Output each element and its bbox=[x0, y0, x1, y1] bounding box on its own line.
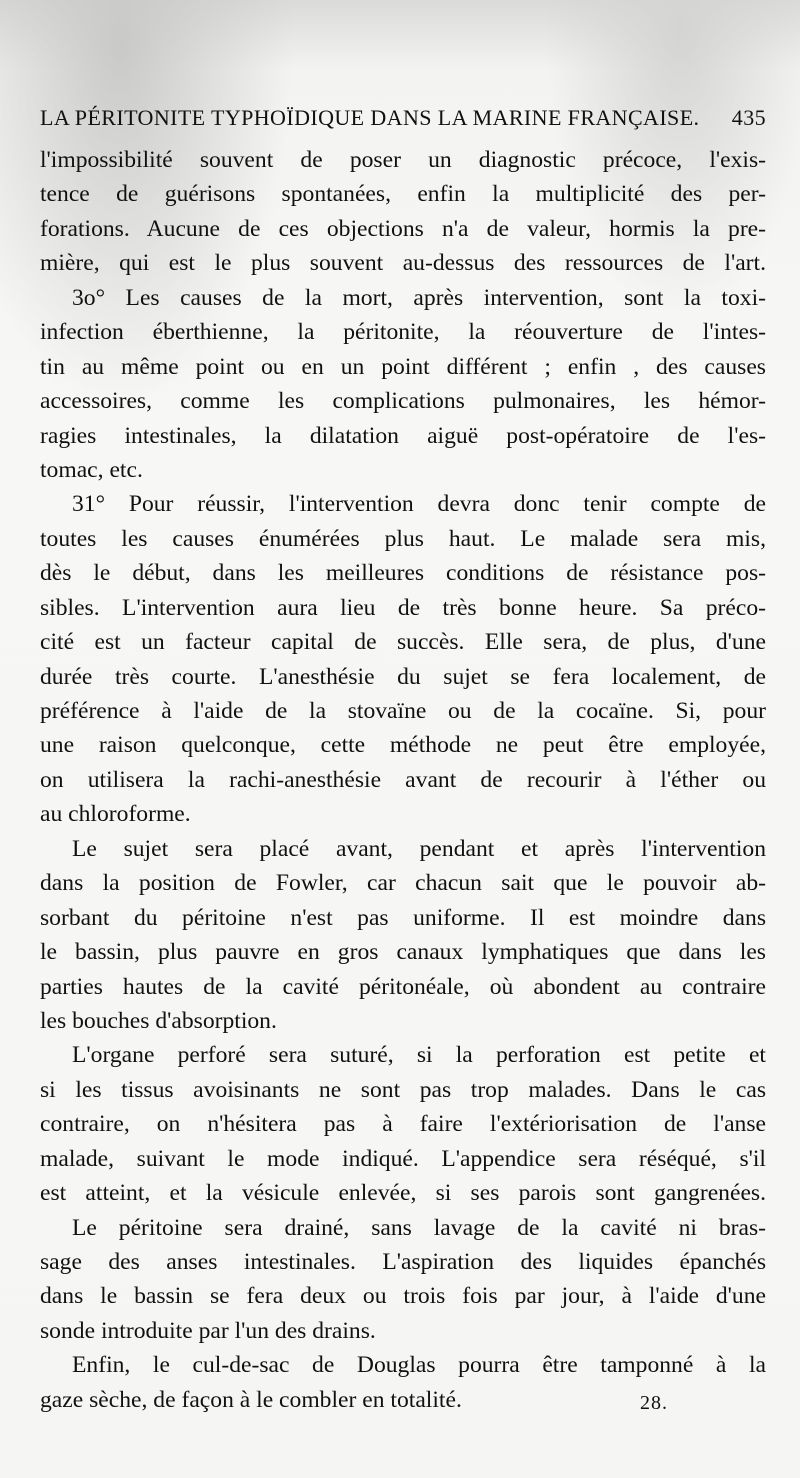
text-line: Le péritoine sera drainé, sans lavage de la cavité ni bras- bbox=[72, 1214, 766, 1241]
text-line: l'impossibilité souvent de poser un diagnostic précoce, l'exis- bbox=[40, 147, 766, 173]
body-text bbox=[40, 143, 766, 1417]
text-line: dès le début, dans les meilleures conditions de résistance pos- bbox=[40, 560, 766, 587]
text-line: dans le bassin se fera deux ou trois fois par jour, à l'aide d'une bbox=[40, 1283, 766, 1310]
text-line: parties hautes de la cavité péritonéale, où abondent au contraire bbox=[40, 973, 766, 1000]
text-line: mière, qui est le plus souvent au-dessus des ressources de l'art. bbox=[40, 250, 766, 277]
text-line: les bouches d'absorption. bbox=[40, 1007, 277, 1034]
text-line: L'organe perforé sera suturé, si la perforation est petite et bbox=[72, 1042, 766, 1069]
text-line: 31° Pour réussir, l'intervention devra donc tenir compte de bbox=[72, 491, 766, 518]
text-line: dans la position de Fowler, car chacun sait que le pouvoir ab- bbox=[40, 870, 766, 897]
text-line: infection éberthienne, la péritonite, la réouverture de l'intes- bbox=[40, 319, 766, 346]
text-line: gaze sèche, de façon à le combler en totalité. bbox=[40, 1386, 462, 1413]
text-line: tence de guérisons spontanées, enfin la multiplicité des per- bbox=[40, 181, 766, 208]
text-line: accessoires, comme les complications pulmonaires, les hémor- bbox=[40, 388, 766, 415]
text-line: sonde introduite par l'un des drains. bbox=[40, 1317, 376, 1344]
text-line: au chloroforme. bbox=[40, 801, 191, 828]
running-header bbox=[40, 105, 766, 139]
text-line: le bassin, plus pauvre en gros canaux lymphatiques que dans les bbox=[40, 939, 766, 966]
text-line: préférence à l'aide de la stovaïne ou de la cocaïne. Si, pour bbox=[40, 698, 766, 724]
text-line: si les tissus avoisinants ne sont pas trop malades. Dans le cas bbox=[40, 1076, 766, 1103]
text-line: cité est un facteur capital de succès. Elle sera, de plus, d'une bbox=[40, 629, 766, 656]
text-line: toutes les causes énumérées plus haut. Le malade sera mis, bbox=[40, 525, 766, 552]
signature-mark: 28. bbox=[640, 1392, 668, 1414]
text-line: contraire, on n'hésitera pas à faire l'extériorisation de l'anse bbox=[40, 1111, 766, 1138]
text-line: malade, suivant le mode indiqué. L'appendice sera réséqué, s'il bbox=[40, 1145, 766, 1172]
text-line: on utilisera la rachi-anesthésie avant de recourir à l'éther ou bbox=[40, 766, 766, 793]
page-number: 435 bbox=[731, 105, 766, 130]
text-line: Le sujet sera placé avant, pendant et après l'intervention bbox=[72, 835, 766, 862]
text-line: tin au même point ou en un point différent ; enfin , des causes bbox=[40, 353, 766, 380]
text-line: une raison quelconque, cette méthode ne peut être employée, bbox=[40, 732, 766, 759]
text-line: sibles. L'intervention aura lieu de très bonne heure. Sa préco- bbox=[40, 594, 766, 621]
text-line: Enfin, le cul-de-sac de Douglas pourra être tamponné à la bbox=[72, 1352, 766, 1379]
text-line: forations. Aucune de ces objections n'a de valeur, hormis la pre- bbox=[40, 215, 766, 242]
running-title: LA PÉRITONITE TYPHOÏDIQUE DANS LA MARINE FRANÇAISE. bbox=[40, 105, 700, 130]
text-line: durée très courte. L'anesthésie du sujet se fera localement, de bbox=[40, 663, 766, 690]
text-line: tomac, etc. bbox=[40, 456, 143, 483]
text-line: est atteint, et la vésicule enlevée, si ses parois sont gangrenées. bbox=[40, 1180, 766, 1207]
text-line: 3o° Les causes de la mort, après intervention, sont la toxi- bbox=[72, 284, 766, 311]
text-line: sage des anses intestinales. L'aspiration des liquides épanchés bbox=[40, 1249, 766, 1275]
text-line: sorbant du péritoine n'est pas uniforme. Il est moindre dans bbox=[40, 904, 766, 931]
text-line: ragies intestinales, la dilatation aiguë post-opératoire de l'es- bbox=[40, 422, 766, 449]
